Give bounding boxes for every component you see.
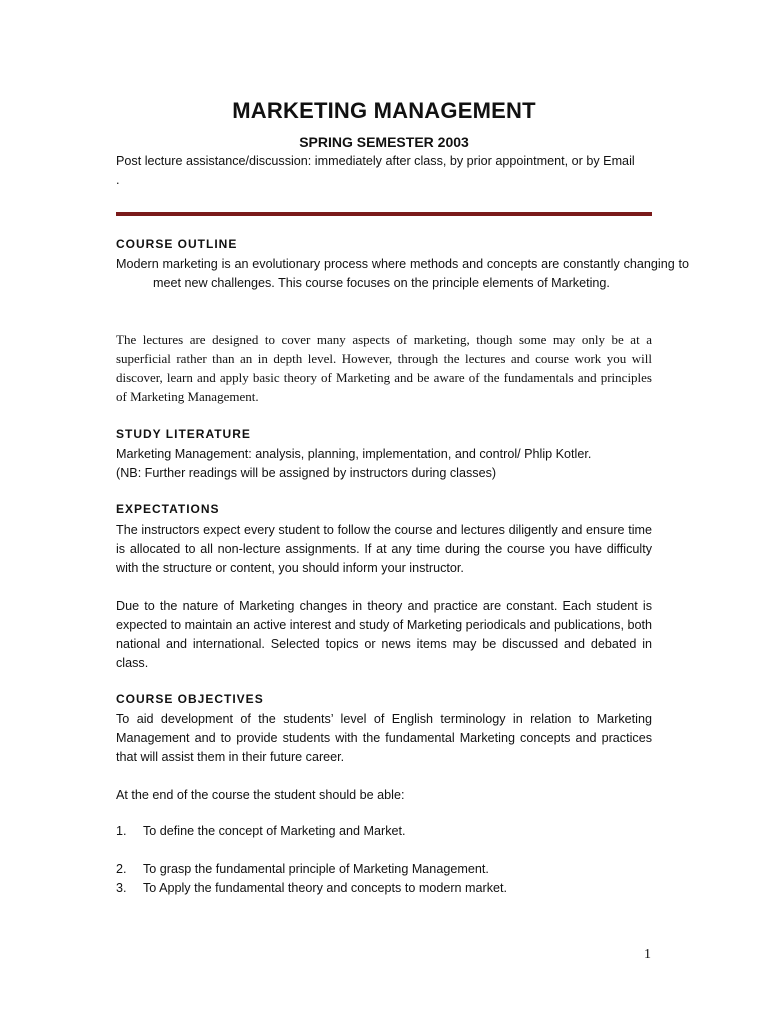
objective-item xyxy=(116,824,406,838)
assistance-dot: . xyxy=(116,173,120,187)
objective-item xyxy=(116,881,507,895)
course-outline-heading: COURSE OUTLINE xyxy=(116,237,238,251)
objectives-intro: At the end of the course the student should be able: xyxy=(116,788,405,802)
objective-text: To define the concept of Marketing and Market. xyxy=(143,824,406,838)
objective-number: 2. xyxy=(116,862,127,876)
expectations-heading: EXPECTATIONS xyxy=(116,502,220,516)
objective-item xyxy=(116,862,489,876)
assistance-text: Post lecture assistance/discussion: immediately after class, by prior appointment, or by Email xyxy=(116,154,635,168)
objective-number: 3. xyxy=(116,881,127,895)
objective-number: 1. xyxy=(116,824,127,838)
course-outline-paragraph: Modern marketing is an evolutionary process where methods and concepts are constantly changing to meet new challenges. This course focuses on the principle elements of Marketing. xyxy=(116,257,689,290)
lectures-paragraph: The lectures are designed to cover many aspects of marketing, though some may only be at a superficial rather than an in depth level. However, through the lectures and course work you will discover, learn and apply basic theory of Marketing and be aware of the fundamentals and principles of Marketing Management. xyxy=(116,332,652,404)
study-literature-book: Marketing Management: analysis, planning, implementation, and control/ Phlip Kotler. xyxy=(116,447,592,461)
objective-text: To Apply the fundamental theory and concepts to modern market. xyxy=(143,881,508,895)
document-title: MARKETING MANAGEMENT xyxy=(232,98,536,123)
page-number: 1 xyxy=(644,947,651,962)
study-literature-heading: STUDY LITERATURE xyxy=(116,427,251,441)
objective-text: To grasp the fundamental principle of Marketing Management. xyxy=(143,862,489,876)
expectations-paragraph-1: The instructors expect every student to follow the course and lectures diligently and ensure time is allocated to all non-lecture assignments. If at any time during the course you have difficulty with the structure or content, you should inform your instructor. xyxy=(116,523,652,575)
section-divider xyxy=(116,212,652,216)
expectations-paragraph-2: Due to the nature of Marketing changes in theory and practice are constant. Each student is expected to maintain an active interest and study of Marketing periodicals and publications, both national and international. Selected topics or news items may be discussed and debated in class. xyxy=(116,599,652,670)
document-subtitle: SPRING SEMESTER 2003 xyxy=(299,134,469,150)
course-objectives-heading: COURSE OBJECTIVES xyxy=(116,692,264,706)
study-literature-note: (NB: Further readings will be assigned by instructors during classes) xyxy=(116,466,497,480)
course-objectives-paragraph: To aid development of the students’ level of English terminology in relation to Marketing Management and to provide students with the fundamental Marketing concepts and practices that will assist them in their future career. xyxy=(116,712,652,764)
